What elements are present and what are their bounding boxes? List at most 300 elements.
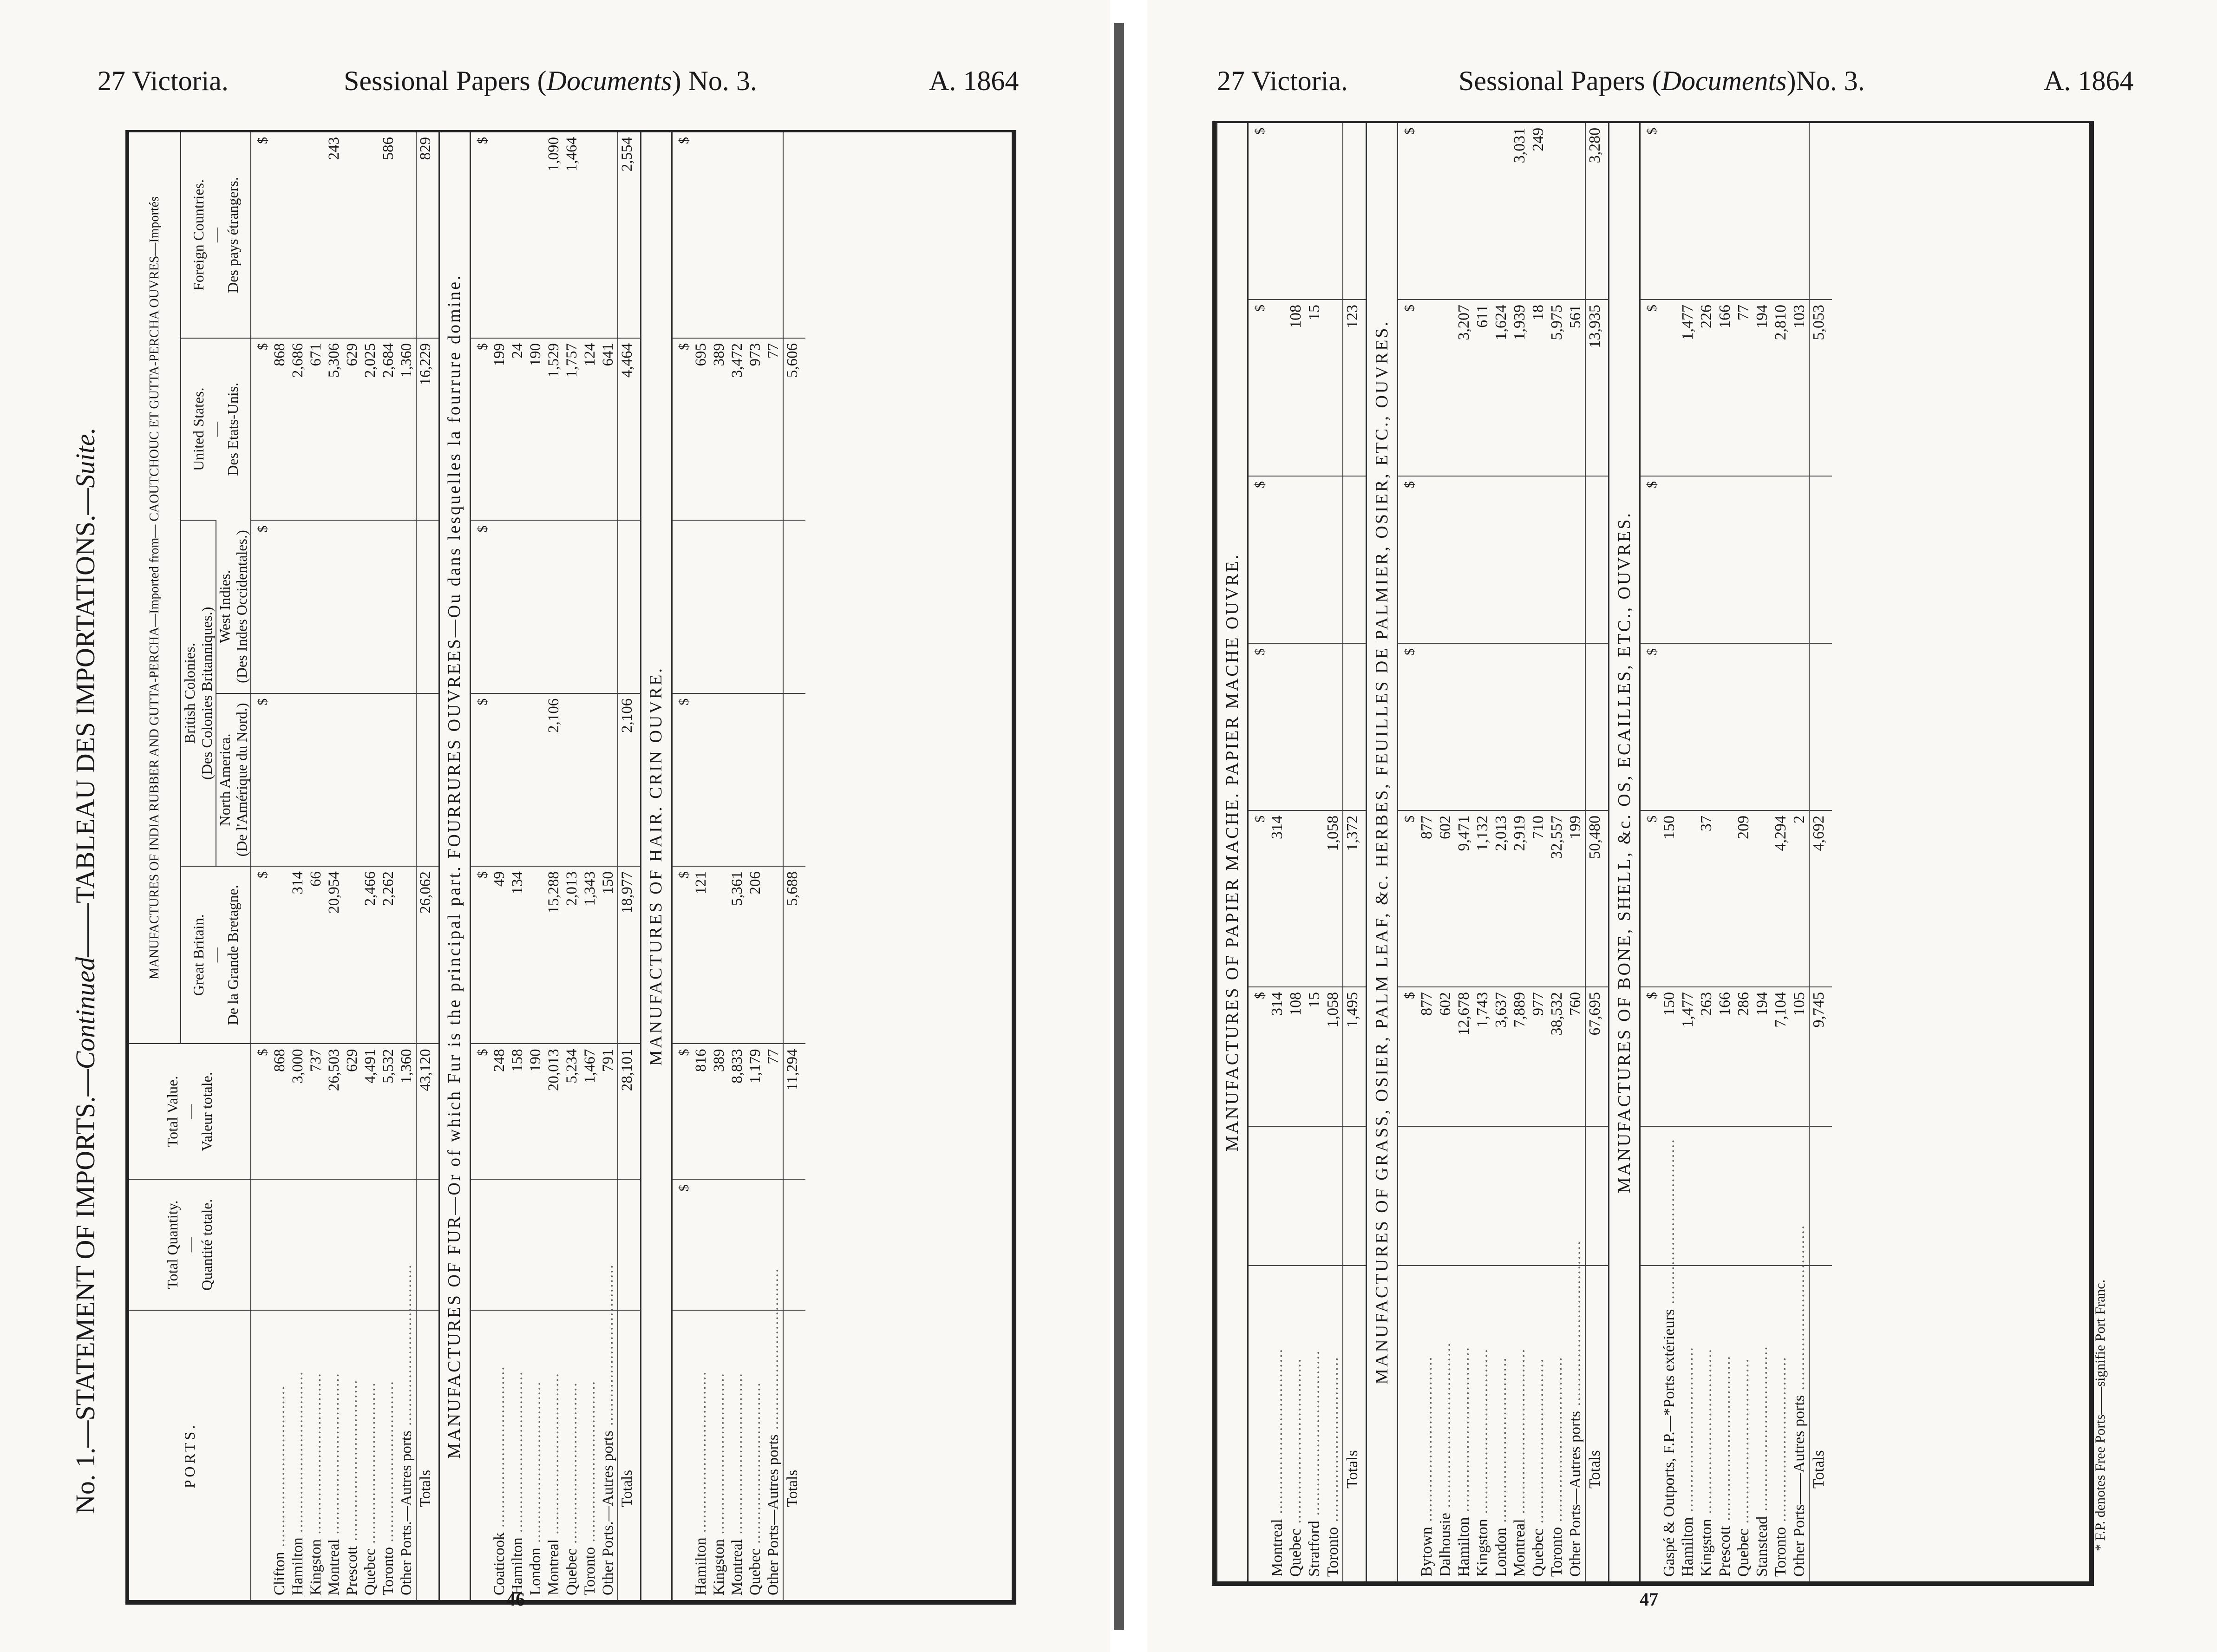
value-cell [1716, 476, 1734, 643]
port-cell [1566, 1240, 1585, 1581]
port-name: Other Ports.—Autres ports [599, 1430, 616, 1595]
port-cell [1492, 1266, 1511, 1581]
table-row [1455, 123, 1473, 1581]
value-cell [1492, 1126, 1511, 1266]
value-cell: 18 [1529, 300, 1548, 476]
value-cell [563, 693, 581, 866]
import-table-47 [1212, 121, 2094, 1586]
value-cell: 77 [765, 338, 783, 520]
port-cell [1511, 1266, 1529, 1581]
value-cell [271, 132, 289, 338]
totals-row [783, 132, 805, 1600]
total-cell: 26,062 [416, 866, 439, 1044]
table-row [325, 132, 343, 1600]
total-cell: 16,229 [416, 338, 439, 520]
leader-dots: .................................. [1661, 1138, 1678, 1309]
leader-dots: .................................. [1698, 1348, 1715, 1519]
value-cell: 190 [527, 1044, 545, 1179]
port-name: Montreal [545, 1539, 562, 1595]
value-cell: 150 [1660, 810, 1679, 987]
value-cell [1511, 643, 1529, 810]
value-cell [1660, 123, 1679, 300]
currency-mark: $ [676, 137, 692, 144]
value-cell [361, 520, 379, 693]
col-foreign: Foreign Countries. — Des pays étrangers. [181, 132, 251, 338]
port-cell [1473, 1266, 1492, 1581]
leader-dots: .................................. [1716, 1355, 1733, 1526]
section-heading: MANUFACTURES OF GRASS, OSIER, PALM LEAF, &c. HERBES, FEUILLES DE PALMIER, OSIER, ETC., OUVRES. [1367, 123, 1398, 1581]
currency-mark: $ [672, 1044, 692, 1179]
port-name: Dalhousie [1437, 1513, 1454, 1577]
value-cell: 20,954 [325, 866, 343, 1044]
value-cell [361, 132, 379, 338]
port-name: Hamilton [1679, 1517, 1696, 1577]
port-name: Quebec [563, 1548, 580, 1595]
value-cell [1716, 643, 1734, 810]
port-cell [1548, 1266, 1566, 1581]
value-cell [1790, 643, 1809, 810]
total-cell: 2,554 [618, 132, 641, 338]
value-cell: 3,207 [1455, 300, 1473, 476]
port-cell [1268, 1266, 1287, 1581]
total-cell [1343, 643, 1367, 810]
currency-mark: $ [672, 693, 692, 866]
value-cell [1679, 643, 1697, 810]
value-cell: 629 [343, 1044, 361, 1179]
total-cell [1585, 1126, 1609, 1266]
value-cell: 150 [599, 866, 618, 1044]
total-cell: 4,464 [618, 338, 641, 520]
value-cell [1455, 643, 1473, 810]
currency-mark: $ [1640, 476, 1661, 643]
value-cell: 249 [1530, 127, 1547, 151]
port-name: Quebec [362, 1548, 379, 1595]
value-cell: 629 [343, 338, 361, 520]
value-cell [271, 520, 289, 693]
running-head-left: 27 Victoria. [98, 65, 229, 96]
value-cell [599, 520, 618, 693]
value-cell [581, 520, 599, 693]
value-cell [1772, 476, 1790, 643]
value-cell [509, 132, 527, 338]
col-great-britain: Great Britain. — De la Grande Bretagne. [181, 866, 251, 1044]
currency-mark: $ [474, 137, 490, 144]
value-cell: 1,757 [563, 338, 581, 520]
value-cell [490, 1179, 509, 1310]
running-head-left: 27 Victoria. [1217, 65, 1348, 96]
table-row [398, 132, 416, 1600]
table-row [581, 132, 599, 1600]
table-row [710, 132, 728, 1600]
currency-mark: $ [1398, 300, 1418, 476]
currency-mark: $ [1644, 127, 1660, 135]
leader-dots: .................................. [545, 1372, 562, 1540]
value-cell [1305, 123, 1324, 300]
port-cell [1790, 1224, 1809, 1581]
value-cell [289, 693, 307, 866]
value-cell: 1,529 [545, 338, 563, 520]
port-name: Hamilton [289, 1537, 307, 1595]
port-name: Clifton [271, 1552, 288, 1595]
value-cell [1305, 810, 1324, 987]
total-cell: 829 [416, 132, 439, 338]
value-cell [1679, 476, 1697, 643]
currency-spacer [1398, 1266, 1418, 1581]
totals-row [1585, 123, 1609, 1581]
value-cell [1492, 123, 1511, 300]
value-cell: 877 [1418, 810, 1436, 987]
value-cell [1473, 643, 1492, 810]
currency-mark: $ [470, 693, 490, 866]
value-cell [1548, 476, 1566, 643]
value-cell [1305, 643, 1324, 810]
value-cell [1436, 476, 1455, 643]
value-cell [307, 520, 325, 693]
value-cell [1436, 1126, 1455, 1266]
leader-dots: .................................. [1735, 1358, 1752, 1529]
value-cell [1772, 1126, 1790, 1266]
port-name: Coaticook [490, 1532, 508, 1595]
value-cell [1473, 123, 1492, 300]
value-cell [490, 132, 509, 338]
table-row [1287, 123, 1305, 1581]
currency-row [1398, 123, 1418, 1581]
port-name: Toronto [1324, 1527, 1341, 1577]
leader-dots: .................................. [1548, 1356, 1565, 1527]
currency-mark [251, 1179, 271, 1310]
value-cell [1753, 476, 1772, 643]
total-cell [783, 520, 805, 693]
leader-dots: .................................. [1492, 1357, 1510, 1528]
value-cell [746, 520, 765, 693]
currency-mark: $ [1252, 127, 1268, 135]
value-cell [398, 132, 416, 338]
totals-label: Totals [1585, 1266, 1609, 1581]
leader-dots: .................................. [509, 1371, 526, 1538]
port-cell [509, 1310, 527, 1600]
port-cell [581, 1310, 599, 1600]
total-cell [416, 693, 439, 866]
value-cell [710, 693, 728, 866]
currency-mark [1248, 1126, 1269, 1266]
value-cell [1287, 1126, 1305, 1266]
total-cell: 13,935 [1585, 300, 1609, 476]
currency-row [470, 132, 490, 1600]
value-cell [710, 1179, 728, 1310]
value-cell [1287, 476, 1305, 643]
running-head-right: A. 1864 [929, 65, 1019, 96]
value-cell: 38,532 [1548, 987, 1566, 1126]
value-cell [398, 866, 416, 1044]
value-cell [379, 693, 398, 866]
value-cell: 12,678 [1455, 987, 1473, 1126]
value-cell [581, 693, 599, 866]
leader-dots: .................................. [1455, 1346, 1472, 1517]
port-cell [289, 1310, 307, 1600]
value-cell [1455, 1126, 1473, 1266]
leader-dots: .................................. [1324, 1356, 1341, 1527]
port-cell [271, 1310, 289, 1600]
leader-dots: .................................. [1269, 1348, 1286, 1519]
port-name: Kingston [307, 1539, 325, 1595]
value-cell: 194 [1753, 300, 1772, 476]
col-ports: PORTS. [129, 1310, 251, 1600]
port-cell [527, 1310, 545, 1600]
value-cell [581, 1179, 599, 1310]
value-cell [271, 693, 289, 866]
value-cell: 15,288 [545, 866, 563, 1044]
table-row [692, 132, 710, 1600]
total-cell [783, 1179, 805, 1310]
value-cell [271, 866, 289, 1044]
value-cell [1418, 643, 1436, 810]
port-cell [1455, 1266, 1473, 1581]
currency-mark: $ [1402, 127, 1417, 135]
leader-dots: .................................. [307, 1372, 325, 1539]
table-row [1305, 123, 1324, 1581]
value-cell: 1,090 [545, 137, 562, 172]
value-cell [1473, 476, 1492, 643]
currency-mark: $ [1248, 810, 1269, 987]
leader-dots: .................................. [599, 1264, 616, 1431]
value-cell [343, 132, 361, 338]
value-cell [1660, 476, 1679, 643]
value-cell [1772, 643, 1790, 810]
value-cell [1716, 1126, 1734, 1266]
currency-mark: $ [1398, 643, 1418, 810]
value-cell: 8,833 [728, 1044, 746, 1179]
value-cell [1734, 1126, 1753, 1266]
value-cell [1324, 476, 1343, 643]
total-cell: 2,106 [618, 693, 641, 866]
value-cell: 2,684 [379, 338, 398, 520]
col-value: Total Value. — Valeur totale. [129, 1044, 251, 1179]
value-cell [581, 132, 599, 338]
value-cell [1548, 643, 1566, 810]
import-table-46 [125, 130, 1016, 1605]
value-cell [527, 866, 545, 1044]
port-name: Quebec [1287, 1528, 1304, 1577]
value-cell [728, 520, 746, 693]
value-cell: 1,467 [581, 1044, 599, 1179]
leader-dots: .................................. [380, 1380, 397, 1547]
value-cell [1679, 123, 1697, 300]
value-cell [1734, 476, 1753, 643]
leader-dots: .................................. [1474, 1348, 1491, 1519]
value-cell [1697, 123, 1716, 300]
table-row [1734, 123, 1753, 1581]
value-cell [307, 132, 325, 338]
currency-mark: $ [470, 520, 490, 693]
table-row [1473, 123, 1492, 1581]
total-cell: 4,692 [1809, 810, 1832, 987]
currency-mark: $ [255, 137, 271, 144]
table-row [343, 132, 361, 1600]
currency-mark [1398, 1126, 1418, 1266]
currency-mark: $ [470, 338, 490, 520]
value-cell [1566, 643, 1585, 810]
port-name: Other Ports——Autres ports [1791, 1395, 1808, 1577]
currency-mark: $ [1398, 987, 1418, 1126]
leader-dots: .................................. [1530, 1358, 1547, 1529]
port-name: Quebec [1530, 1528, 1547, 1577]
value-cell [509, 693, 527, 866]
value-cell: 973 [746, 338, 765, 520]
currency-mark: $ [1248, 300, 1269, 476]
book-gutter [1110, 0, 1147, 1652]
value-cell: 389 [710, 1044, 728, 1179]
table-row [563, 132, 581, 1600]
currency-mark: $ [251, 338, 271, 520]
value-cell: 1,179 [746, 1044, 765, 1179]
value-cell [1492, 643, 1511, 810]
value-cell [1697, 643, 1716, 810]
value-cell: 150 [1660, 987, 1679, 1126]
port-name: Kingston [1698, 1519, 1715, 1577]
value-cell [361, 693, 379, 866]
value-cell [1660, 300, 1679, 476]
value-cell [398, 693, 416, 866]
port-name: Hamilton [509, 1537, 526, 1595]
total-cell [1809, 123, 1832, 300]
table-title: No. 1.—STATEMENT OF IMPORTS.—Continued——TABLEAU DES IMPORTATIONS.—Suite. [70, 427, 100, 1514]
value-cell [1716, 810, 1734, 987]
value-cell: 760 [1566, 987, 1585, 1126]
value-cell: 103 [1790, 300, 1809, 476]
total-cell [783, 132, 805, 338]
running-head-center: Sessional Papers (Documents)No. 3. [1458, 65, 1865, 96]
port-name: London [1492, 1528, 1510, 1577]
total-cell [1343, 1126, 1367, 1266]
col-north-america: North America. (De l'Amérique du Nord.) [216, 693, 251, 866]
value-cell [599, 132, 618, 338]
value-cell: 314 [289, 866, 307, 1044]
value-cell [527, 1179, 545, 1310]
port-cell [563, 1310, 581, 1600]
totals-row [618, 132, 641, 1600]
value-cell: 286 [1734, 987, 1753, 1126]
port-name: Montreal [1269, 1519, 1286, 1577]
currency-row [1640, 123, 1661, 1581]
currency-mark: $ [1248, 643, 1269, 810]
value-cell: 124 [581, 338, 599, 520]
value-cell: 314 [1268, 810, 1287, 987]
value-cell [1287, 810, 1305, 987]
section-heading: MANUFACTURES OF BONE, SHELL, &c. OS, ECAILLES, ETC., OUVRES. [1609, 123, 1640, 1581]
value-cell: 9,471 [1455, 810, 1473, 987]
value-cell [1566, 476, 1585, 643]
port-cell [1753, 1266, 1772, 1581]
port-cell [692, 1310, 710, 1600]
total-cell: 67,695 [1585, 987, 1609, 1126]
port-name: Gaspé & Outports, F.P.—*Ports extérieurs [1661, 1309, 1678, 1577]
value-cell [545, 1179, 563, 1310]
total-cell: 5,606 [783, 338, 805, 520]
value-cell [1566, 123, 1585, 300]
value-cell: 263 [1697, 987, 1716, 1126]
section-heading-row [1367, 123, 1398, 1581]
currency-mark: $ [672, 338, 692, 520]
value-cell: 226 [1697, 300, 1716, 476]
total-cell [1343, 476, 1367, 643]
totals-row [416, 132, 439, 1600]
value-cell: 561 [1566, 300, 1585, 476]
port-name: Montreal [1511, 1519, 1528, 1577]
value-cell: 1,624 [1492, 300, 1511, 476]
currency-mark [672, 520, 692, 693]
value-cell [398, 520, 416, 693]
total-cell: 5,053 [1809, 300, 1832, 476]
port-cell [343, 1310, 361, 1600]
totals-row [1809, 123, 1832, 1581]
value-cell: 671 [307, 338, 325, 520]
leader-dots: .................................. [1772, 1356, 1789, 1527]
table-row [1753, 123, 1772, 1581]
value-cell: 1,477 [1679, 300, 1697, 476]
leader-dots: .................................. [692, 1371, 709, 1538]
total-cell: 3,280 [1585, 123, 1609, 300]
currency-mark: $ [1640, 300, 1661, 476]
leader-dots: .................................. [271, 1385, 288, 1552]
value-cell: 24 [509, 338, 527, 520]
value-cell [728, 693, 746, 866]
value-cell [361, 1179, 379, 1310]
leader-dots: .................................. [527, 1381, 544, 1548]
port-cell [1529, 1266, 1548, 1581]
table-row [1324, 123, 1343, 1581]
value-cell: 602 [1436, 987, 1455, 1126]
currency-mark: $ [1248, 476, 1269, 643]
port-cell [1436, 1266, 1455, 1581]
value-cell: 4,491 [361, 1044, 379, 1179]
table-body-46 [251, 132, 805, 1600]
currency-mark: $ [672, 866, 692, 1044]
currency-mark: $ [251, 866, 271, 1044]
value-cell: 868 [271, 338, 289, 520]
value-cell [1529, 476, 1548, 643]
table-row [746, 132, 765, 1600]
value-cell [1660, 643, 1679, 810]
value-cell [1734, 123, 1753, 300]
value-cell: 1,464 [563, 137, 580, 172]
currency-mark: $ [251, 693, 271, 866]
value-cell [289, 1179, 307, 1310]
value-cell [1418, 123, 1436, 300]
value-cell: 166 [1716, 987, 1734, 1126]
table-row [1268, 123, 1287, 1581]
value-cell [746, 693, 765, 866]
totals-label: Totals [416, 1310, 439, 1600]
value-cell [289, 132, 307, 338]
value-cell: 243 [326, 137, 343, 160]
port-name: Quebec [746, 1548, 764, 1595]
value-cell: 77 [1734, 300, 1753, 476]
value-cell: 20,013 [545, 1044, 563, 1179]
value-cell: 66 [307, 866, 325, 1044]
table-row [1436, 123, 1455, 1581]
currency-mark: $ [251, 1044, 271, 1179]
table-row [1697, 123, 1716, 1581]
leader-dots: .................................. [1791, 1224, 1808, 1396]
leader-dots: .................................. [746, 1382, 764, 1549]
value-cell: 158 [509, 1044, 527, 1179]
col-west-indies: West Indies. (Des Indes Occidentales.) [216, 520, 251, 693]
col-group-india-rubber: MANUFACTURES OF INDIA RUBBER AND GUTTA-PERCHA—Imported from— CAOUTCHOUC ET GUTTA-PERCHA OUVRES—Importés [129, 132, 181, 1044]
currency-mark [470, 1179, 490, 1310]
value-cell [1268, 123, 1287, 300]
value-cell: 108 [1287, 300, 1305, 476]
value-cell [545, 520, 563, 693]
